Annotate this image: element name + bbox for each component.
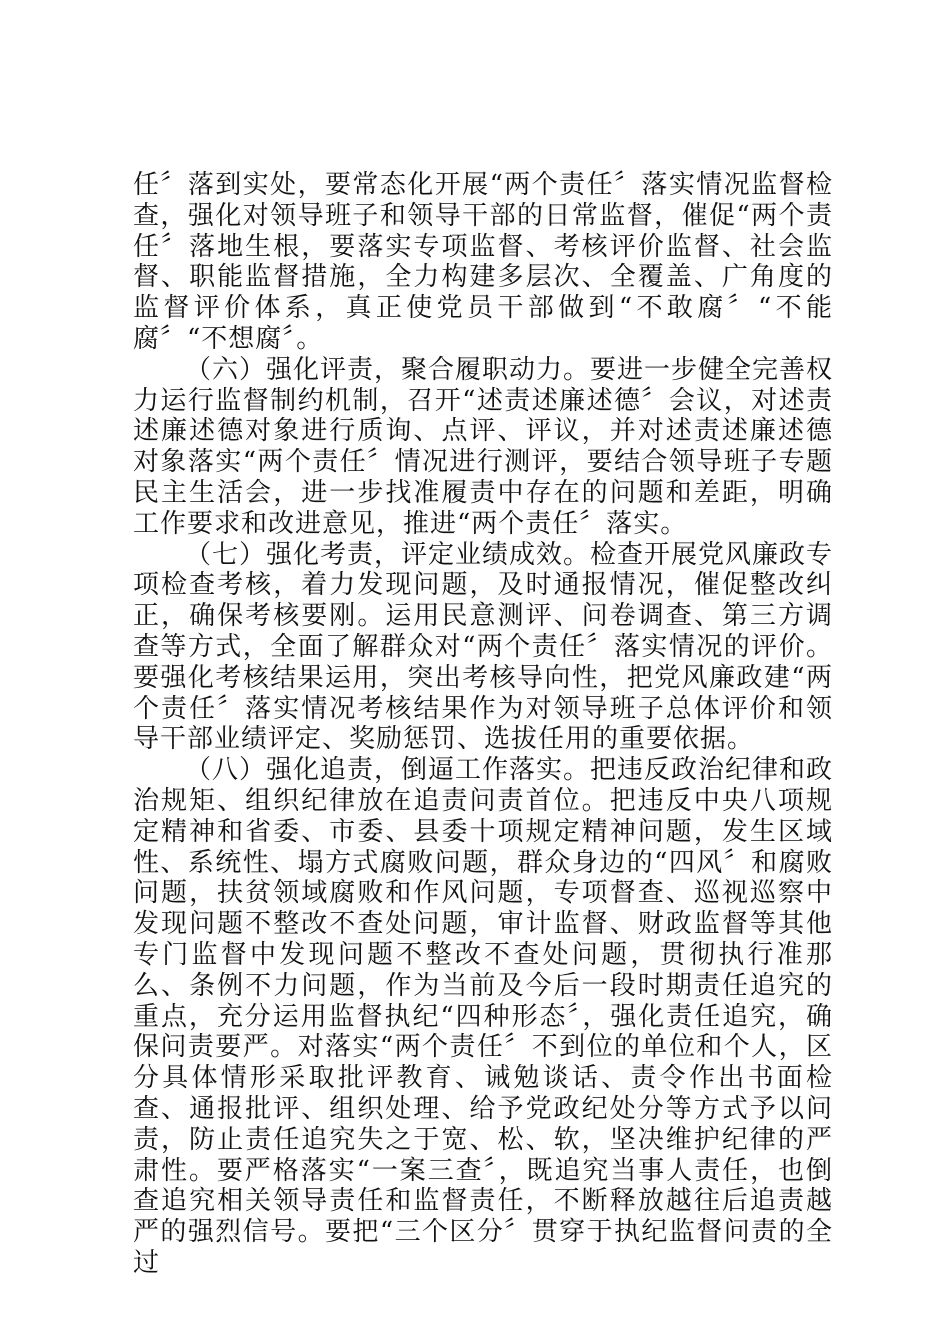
paragraph-section-6: （六）强化评责，聚合履职动力。要进一步健全完善权力运行监督制约机制，召开“述责述廉述德〞会议，对述责述廉述德对象进行质询、点评、评议，并对述责述廉述德对象落实“两个责任〞情况进行测评，要结合领导班子专题民主生活会，进一步找准履责中存在的问题和差距，明确工作要求和改进意见，推进“两个责任〞落实。 bbox=[133, 354, 834, 539]
paragraph-section-7: （七）强化考责，评定业绩成效。检查开展党风廉政专项检查考核，着力发现问题，及时通报情况，催促整改纠正，确保考核要刚。运用民意测评、问卷调查、第三方调查等方式，全面了解群众对“两个责任〞落实情况的评价。要强化考核结果运用，突出考核导向性，把党风廉政建“两个责任〞落实情况考核结果作为对领导班子总体评价和领导干部业绩评定、奖励惩罚、选拔任用的重要依据。 bbox=[133, 539, 834, 755]
paragraph-continuation: 任〞落到实处，要常态化开展“两个责任〞落实情况监督检查，强化对领导班子和领导干部的日常监督，催促“两个责任〞落地生根，要落实专项监督、考核评价监督、社会监督、职能监督措施，全力构建多层次、全覆盖、广角度的监督评价体系，真正使党员干部做到“不敢腐〞“不能腐〞“不想腐〞。 bbox=[133, 170, 833, 354]
document-body bbox=[133, 170, 833, 1279]
paragraph-section-8: （八）强化追责，倒逼工作落实。把违反政治纪律和政治规矩、组织纪律放在追责问责首位。把违反中央八项规定精神和省委、市委、县委十项规定精神问题，发生区域性、系统性、塌方式腐败问题，群众身边的“四风〞和腐败问题，扶贫领域腐败和作风问题，专项督查、巡视巡察中发现问题不整改不查处问题，审计监督、财政监督等其他专门监督中发现问题不整改不查处问题，贯彻执行准那么、条例不力问题，作为当前及今后一段时期责任追究的重点，充分运用监督执纪“四种形态〞，强化责任追究，确保问责要严。对落实“两个责任〞不到位的单位和个人，区分具体情形采取批评教育、诫勉谈话、责令作出书面检查、通报批评、组织处理、给予党政纪处分等方式予以问责，防止责任追究失之于宽、松、软，坚决维护纪律的严肃性。要严格落实“一案三查〞，既追究当事人责任，也倒查追究相关领导责任和监督责任，不断释放越往后追责越严的强烈信号。要把“三个区分〞贯穿于执纪监督问责的全过 bbox=[133, 755, 834, 1278]
